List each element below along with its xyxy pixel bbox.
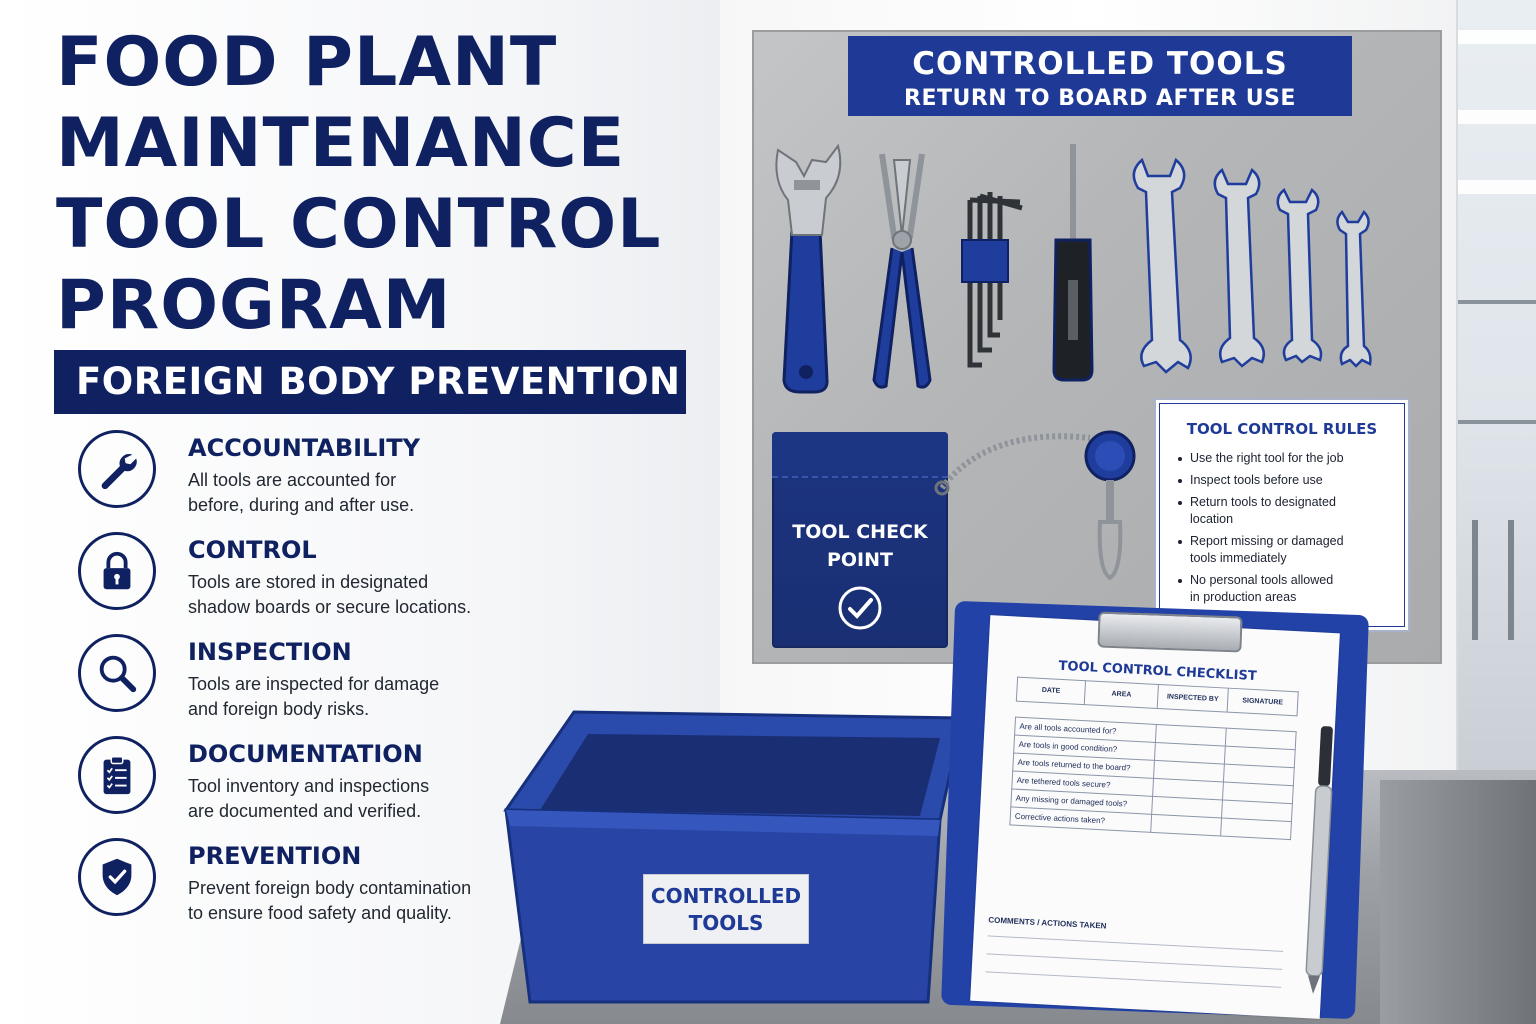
screwdriver[interactable]: [1054, 144, 1092, 380]
feature-title: ACCOUNTABILITY: [188, 434, 421, 462]
open-end-wrench[interactable]: [1337, 212, 1370, 366]
title-line: TOOL CONTROL: [56, 185, 662, 264]
tool-control-rules-sign: [1154, 398, 1410, 632]
hex-key-set[interactable]: [962, 192, 1022, 365]
checklist-header: INSPECTED BY: [1157, 684, 1228, 712]
bin-label: CONTROLLED TOOLS: [643, 874, 809, 944]
feature-description: Tool inventory and inspections are documented and verified.: [188, 776, 430, 821]
workbench-edge: [1380, 780, 1536, 1024]
feature-inspection: [78, 634, 538, 726]
open-end-wrench[interactable]: [1278, 190, 1321, 362]
rule-item: No personal tools allowed in production areas: [1176, 572, 1398, 606]
rule-item: Use the right tool for the job: [1176, 450, 1398, 467]
title-line: FOOD PLANT: [56, 23, 558, 102]
comment-line[interactable]: [987, 953, 1283, 969]
shield-check-icon: [78, 838, 156, 916]
lock-icon: [78, 532, 156, 610]
feature-control: [78, 532, 538, 624]
checklist-table: [1009, 677, 1298, 841]
controlled-tools-bin[interactable]: [500, 700, 970, 1010]
check-circle-icon: [836, 584, 884, 632]
rules-title: TOOL CONTROL RULES: [1186, 420, 1378, 438]
comments-label: COMMENTS / ACTIONS TAKEN: [988, 915, 1107, 931]
title-line: PROGRAM: [56, 266, 452, 345]
pouch-flap: [772, 432, 948, 478]
feature-description: All tools are accounted for before, during and after use.: [188, 470, 415, 515]
clipboard-clip[interactable]: [1097, 611, 1242, 652]
checklist-cell[interactable]: [1221, 818, 1292, 840]
open-end-wrench[interactable]: [1134, 160, 1191, 372]
main-title: [56, 22, 676, 346]
rule-item: Inspect tools before use: [1176, 472, 1398, 489]
checklist-header: DATE: [1016, 677, 1085, 705]
checklist-question: Are tethered tools secure?: [1012, 771, 1154, 796]
checklist-cell[interactable]: [1151, 814, 1222, 836]
checklist-question: Any missing or damaged tools?: [1011, 789, 1153, 814]
feature-description: Tools are inspected for damage and foreign body risks.: [188, 674, 440, 719]
rule-item: Return tools to designated location: [1176, 494, 1398, 528]
adjustable-wrench[interactable]: [776, 146, 840, 392]
pouch-label: TOOL CHECK POINT: [792, 521, 928, 571]
comment-line[interactable]: [986, 971, 1282, 987]
pliers[interactable]: [874, 154, 930, 387]
tool-control-checklist: [970, 615, 1340, 1019]
checklist-header: AREA: [1084, 681, 1158, 709]
wrench-icon: [78, 430, 156, 508]
feature-documentation: [78, 736, 538, 828]
feature-prevention: [78, 838, 538, 930]
feature-description: Tools are stored in designated shadow boards or secure locations.: [188, 572, 472, 617]
board-sign-subtitle: RETURN TO BOARD AFTER USE: [904, 86, 1296, 111]
rule-item: Report missing or damaged tools immediately: [1176, 533, 1398, 567]
subtitle-banner: FOREIGN BODY PREVENTION: [54, 350, 686, 414]
board-sign: [848, 36, 1352, 116]
feature-title: CONTROL: [188, 536, 317, 564]
checklist-header: SIGNATURE: [1227, 688, 1298, 716]
checklist-question: Are tools in good condition?: [1014, 735, 1156, 760]
magnifier-icon: [78, 634, 156, 712]
open-end-wrench[interactable]: [1215, 170, 1264, 366]
clipboard-checklist-icon: [78, 736, 156, 814]
comment-line[interactable]: [988, 935, 1284, 951]
checklist-question: Are tools returned to the board?: [1013, 753, 1155, 778]
tool-tether-lanyard[interactable]: [930, 410, 1140, 590]
feature-description: Prevent foreign body contamination to ensure food safety and quality.: [188, 878, 472, 923]
checklist-question: Are all tools accounted for?: [1015, 717, 1157, 742]
title-line: MAINTENANCE: [56, 104, 626, 183]
checklist-title: TOOL CONTROL CHECKLIST: [1058, 658, 1258, 685]
shadow-board-tools: [752, 140, 1442, 410]
feature-title: INSPECTION: [188, 638, 352, 666]
tool-check-pouch[interactable]: [772, 432, 948, 648]
rules-list: [1176, 450, 1398, 611]
feature-accountability: [78, 430, 538, 522]
board-sign-title: CONTROLLED TOOLS: [912, 46, 1288, 82]
feature-title: PREVENTION: [188, 842, 362, 870]
checklist-question: Corrective actions taken?: [1010, 807, 1152, 832]
feature-title: DOCUMENTATION: [188, 740, 423, 768]
